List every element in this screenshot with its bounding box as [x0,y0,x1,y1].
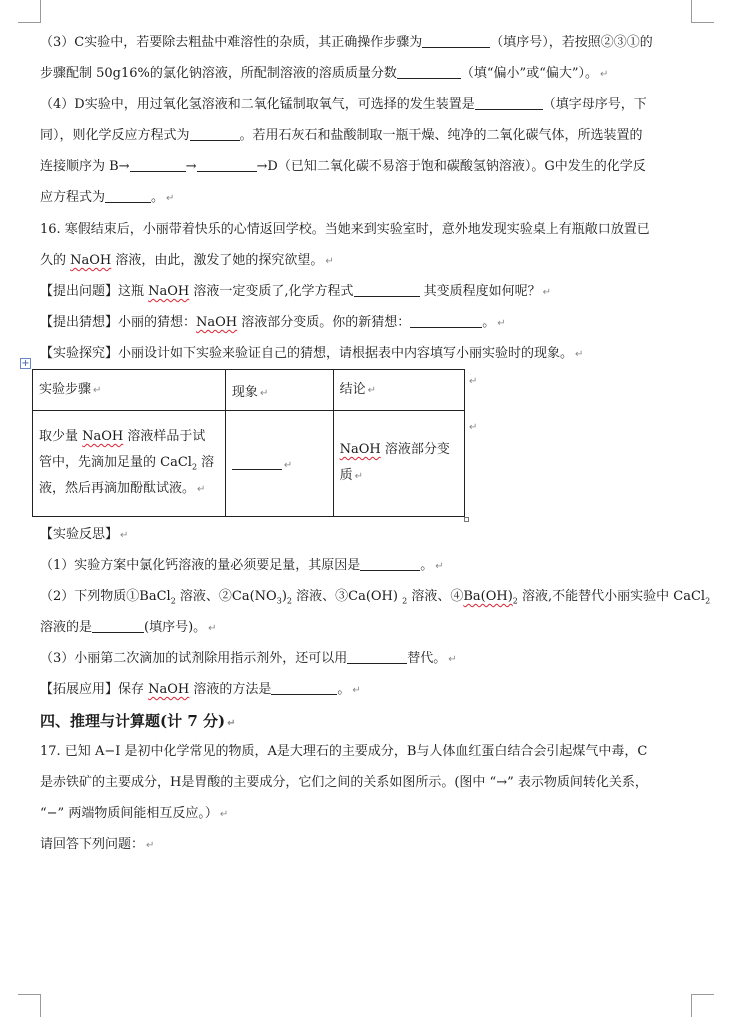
q16-raise-question: 【提出问题】这瓶 NaOH 溶液一定变质了,化学方程式 其变质程度如何呢？ ↵ [40,284,552,299]
q16-r1: （1）实验方案中氯化钙溶液的量必须要足量，其原因是 。 ↵ [40,558,444,573]
page-corner-mark [691,994,714,1017]
answer-blank[interactable] [232,456,282,470]
paragraph-mark: ↵ [600,69,609,80]
q16-r2-line1: （2）下列物质①BaCl$_2$ 溶液、$②Ca(NO_3)_2$ 溶液、③Ca(OH) $_2$ 溶液、$④Ba(OH)_2$ 溶液,不能替代小丽实验中 CaCl$_2$ [40,589,711,606]
paragraph-mark: ↵ [325,256,334,267]
q17-line1: 17. 已知 A−I 是初中化学常见的物质，A是大理石的主要成分，B与人体血红蛋白结合会引起煤气中毒，C [40,744,648,759]
q16-reflection: 【实验反思】 ↵ [40,527,129,542]
answer-blank[interactable] [354,283,420,297]
answer-blank[interactable] [360,557,420,571]
q16-r3: （3）小丽第二次滴加的试剂除用指示剂外，还可以用 替代。 ↵ [40,651,457,666]
answer-blank[interactable] [475,96,543,110]
answer-blank[interactable] [130,158,186,172]
answer-blank[interactable] [92,619,144,633]
paragraph-mark: ↵ [120,530,129,541]
q16-r2-line2: 溶液的是 (填序号)。 ↵ [40,620,217,635]
q16-hypothesis: 【提出猜想】小丽的猜想：NaOH 溶液部分变质。你的新猜想： 。 ↵ [40,315,506,330]
paragraph-mark: ↵ [219,809,229,820]
page-corner-mark [18,994,41,1017]
answer-blank[interactable] [347,650,407,664]
q16-application: 【拓展应用】保存 NaOH 溶液的方法是 。 ↵ [40,682,361,697]
q15-4-line1: （4）D实验中，用过氧化氢溶液和二氧化锰制取氧气，可选择的发生装置是 （填字母序号，下 [40,97,647,112]
q15-4-line2: 同），则化学反应方程式为 。若用石灰石和盐酸制取一瓶干燥、纯净的二氧化碳气体，所选装置的 [40,128,643,143]
answer-blank[interactable] [105,189,151,203]
table-header-row [33,370,465,411]
paragraph-mark: ↵ [448,654,457,665]
paragraph-mark: ↵ [146,840,155,851]
answer-blank[interactable] [190,127,240,141]
answer-blank[interactable] [397,65,461,79]
paragraph-mark: ↵ [497,318,506,329]
header-cell-phenomenon: 现象 ↵ [225,370,333,411]
header-cell-conclusion: 结论 ↵ [333,370,464,411]
cell-conclusion: NaOH 溶液部分变 质 ↵ [333,411,464,517]
paragraph-mark: ↵ [352,685,361,696]
answer-blank[interactable] [271,681,337,695]
table-row [33,411,465,517]
answer-blank[interactable] [410,314,482,328]
cell-phenomenon[interactable]: ↵ [225,411,333,517]
paragraph-mark: ↵ [208,623,217,634]
table-resize-handle[interactable] [464,517,469,522]
paragraph-mark: ↵ [575,349,584,360]
table-move-handle-icon[interactable]: + [21,358,30,369]
paragraph-mark: ↵ [542,287,552,298]
q15-4-line4: 应方程式为 。 ↵ [40,190,175,205]
paragraph-mark: ↵ [435,561,444,572]
experiment-table [32,369,465,517]
q15-3-line1: （3）C实验中，若要除去粗盐中难溶性的杂质，其正确操作步骤为 （填序号），若按照②③①的 [40,35,653,50]
q15-3-line2: 步骤配制 50g16%的氯化钠溶液，所配制溶液的溶质质量分数 （填“偏小”或“偏大”）。 ↵ [40,66,609,81]
answer-blank[interactable] [422,34,490,48]
paragraph-mark: ↵ [469,422,478,433]
q16-intro-line1: 16. 寒假结束后，小丽带着快乐的心情返回学校。当她来到实验室时，意外地发现实验桌上有瓶敞口放置已 [40,222,650,237]
q15-4-line3: 连接顺序为 B→ → →D（已知二氧化碳不易溶于饱和碳酸氢钠溶液）。G中发生的化学反 [40,159,646,174]
paragraph-mark: ↵ [166,193,175,204]
q16-intro-line2: 久的 NaOH 溶液，由此，激发了她的探究欲望。 ↵ [40,253,334,268]
q16-experiment-intro: 【实验探究】小丽设计如下实验来验证自己的猜想，请根据表中内容填写小丽实验时的现象。 ↵ [40,346,584,361]
paragraph-mark: ↵ [469,376,478,387]
answer-blank[interactable] [197,158,257,172]
q17-line4: 请回答下列问题： ↵ [40,837,155,852]
paragraph-mark: ↵ [227,718,236,729]
page-corner-mark [18,0,41,23]
page-corner-mark [691,0,714,23]
section-4-title: 四、推理与计算题(计 7 分) ↵ [40,712,236,730]
header-cell-steps: 实验步骤 ↵ [33,370,226,411]
q17-line3: “−” 两端物质间能相互反应。） ↵ [40,806,229,821]
q17-line2: 是赤铁矿的主要成分，H是胃酸的主要成分，它们之间的关系如图所示。(图中 “→” 表示物质间转化关系， [40,775,648,790]
cell-steps: 取少量 NaOH 溶液样品于试 管中，先滴加足量的 CaCl$_2$ 溶 液，然后再滴加酚酞试液。 ↵ [33,411,226,517]
